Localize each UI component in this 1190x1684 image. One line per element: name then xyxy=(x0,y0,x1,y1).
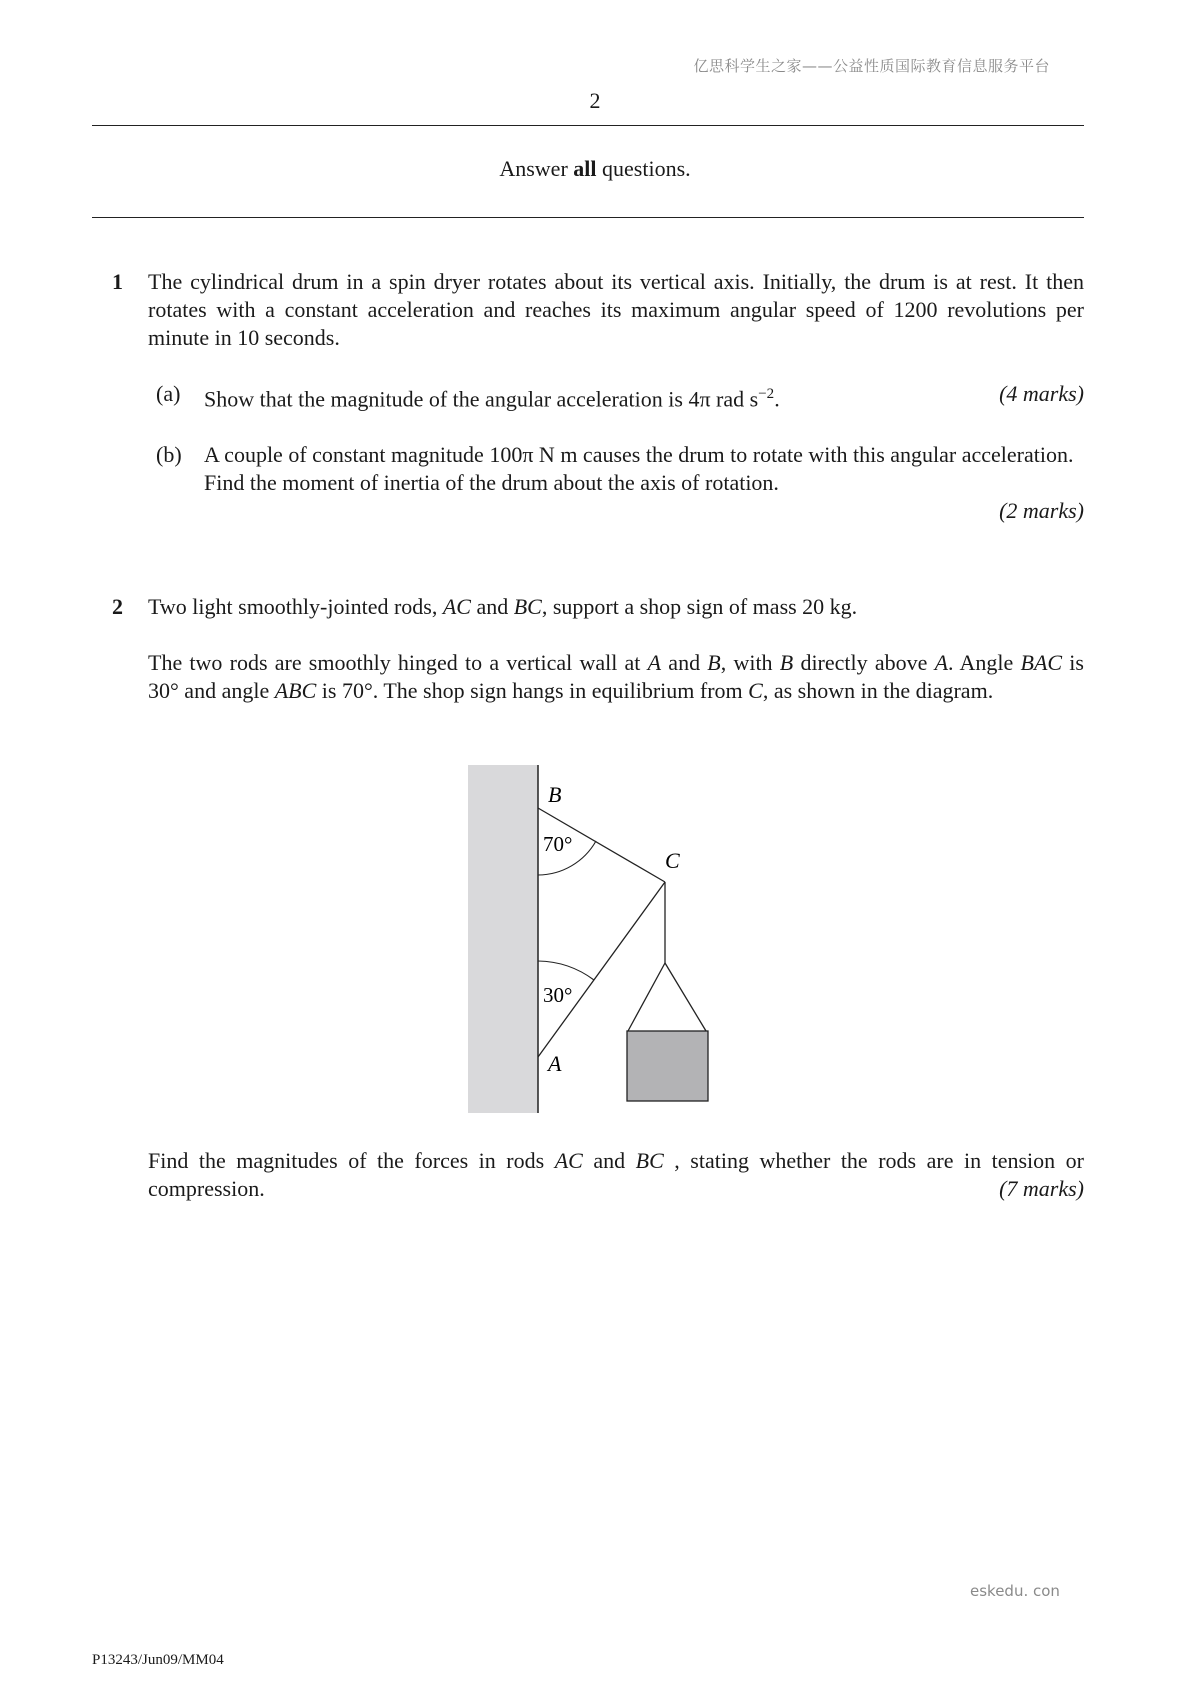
part-a: (a) Show that the magnitude of the angular acceleration is 4π rad $s^{-2}$. (4 marks) xyxy=(156,381,1084,412)
watermark-footer: eskedu. con xyxy=(970,1582,1060,1600)
angle-arc-30 xyxy=(538,961,594,980)
top-rule xyxy=(92,125,1084,126)
label-c: C xyxy=(665,848,680,873)
exponent: −2 xyxy=(758,386,775,402)
marks: (2 marks) xyxy=(999,498,1084,524)
question-2 xyxy=(92,593,1084,705)
angle-label-30: 30° xyxy=(543,983,573,1007)
question-2-task xyxy=(92,1147,1084,1203)
question-text: The cylindrical drum in a spin dryer rotates about its vertical axis. Initially, the drum is at rest. It then rotates with a constant acceleration and reaches its maximum angular speed of 1200 revolutions per minute in 10 seconds. xyxy=(148,269,1084,350)
paper-code: P13243/Jun09/MM04 xyxy=(92,1652,224,1668)
question-1 xyxy=(92,268,1084,525)
angle-label-70: 70° xyxy=(543,832,573,856)
part-text: Show that the magnitude of the angular acceleration is 4π rad s xyxy=(204,386,759,412)
marks: (4 marks) xyxy=(999,381,1084,406)
part-label: (a) xyxy=(156,381,181,406)
part-label: (b) xyxy=(156,442,182,468)
sign-strap-right xyxy=(665,963,706,1031)
question-number: 2 xyxy=(112,594,123,619)
shop-sign xyxy=(627,1031,708,1101)
marks: (7 marks) xyxy=(999,1176,1084,1201)
wall xyxy=(468,765,538,1113)
part-text: A couple of constant magnitude 100π N m causes the drum to rotate with this angular acceleration. Find the moment of inertia of the drum about the axis of rotation. xyxy=(204,442,1074,496)
page-number: 2 xyxy=(589,88,601,113)
question-setup: The two rods are smoothly hinged to a vertical wall at A and B, with B directly above A. Angle BAC is 30° and angle ABC is 70°. The shop sign hangs in equilibrium from C, as shown in the diagram. xyxy=(148,650,1084,703)
part-b xyxy=(148,441,1084,525)
question-intro: Two light smoothly-jointed rods, AC and BC, support a shop sign of mass 20 kg. xyxy=(148,594,858,619)
instructions: Answer all questions. xyxy=(499,156,691,181)
label-b: B xyxy=(548,782,562,807)
watermark-header: 亿思科学生之家——公益性质国际教育信息服务平台 xyxy=(693,57,1050,75)
instructions-rule xyxy=(92,217,1084,218)
sign-strap-left xyxy=(628,963,665,1031)
rod-sign-diagram xyxy=(468,765,728,1115)
question-task: Find the magnitudes of the forces in rods AC and BC , stating whether the rods are in tension or compression. xyxy=(148,1148,1084,1201)
instructions-emphasis: all xyxy=(573,156,597,181)
label-a: A xyxy=(548,1051,562,1076)
question-number: 1 xyxy=(112,269,123,294)
